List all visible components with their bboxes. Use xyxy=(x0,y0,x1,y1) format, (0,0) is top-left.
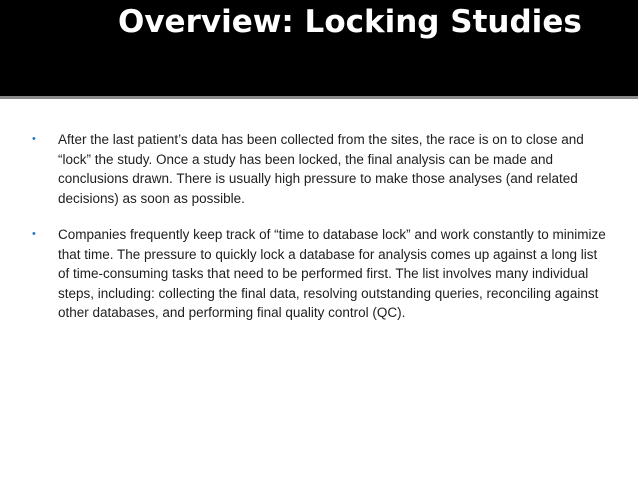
list-item xyxy=(32,130,612,208)
bullet-icon: • xyxy=(32,228,36,240)
bullet-list xyxy=(32,130,612,340)
list-item xyxy=(32,225,612,323)
title-bar xyxy=(0,0,638,99)
bullet-text: After the last patient’s data has been collected from the sites, the race is on to close and “lock” the study. Once a study has been locked, the final analysis can be made and conclusions drawn. There is usually high pressure to make those analyses (and related decisions) as soon as possible. xyxy=(58,132,584,206)
bullet-text: Companies frequently keep track of “time to database lock” and work constantly to minimize that time. The pressure to quickly lock a database for analysis comes up against a long list of time-consuming tasks that need to be performed first. The list involves many individual steps, including: collecting the final data, resolving outstanding queries, reconciling against other databases, and performing final quality control (QC). xyxy=(58,227,606,320)
slide-title: Overview: Locking Studies xyxy=(118,4,582,40)
bullet-icon: • xyxy=(32,133,36,145)
